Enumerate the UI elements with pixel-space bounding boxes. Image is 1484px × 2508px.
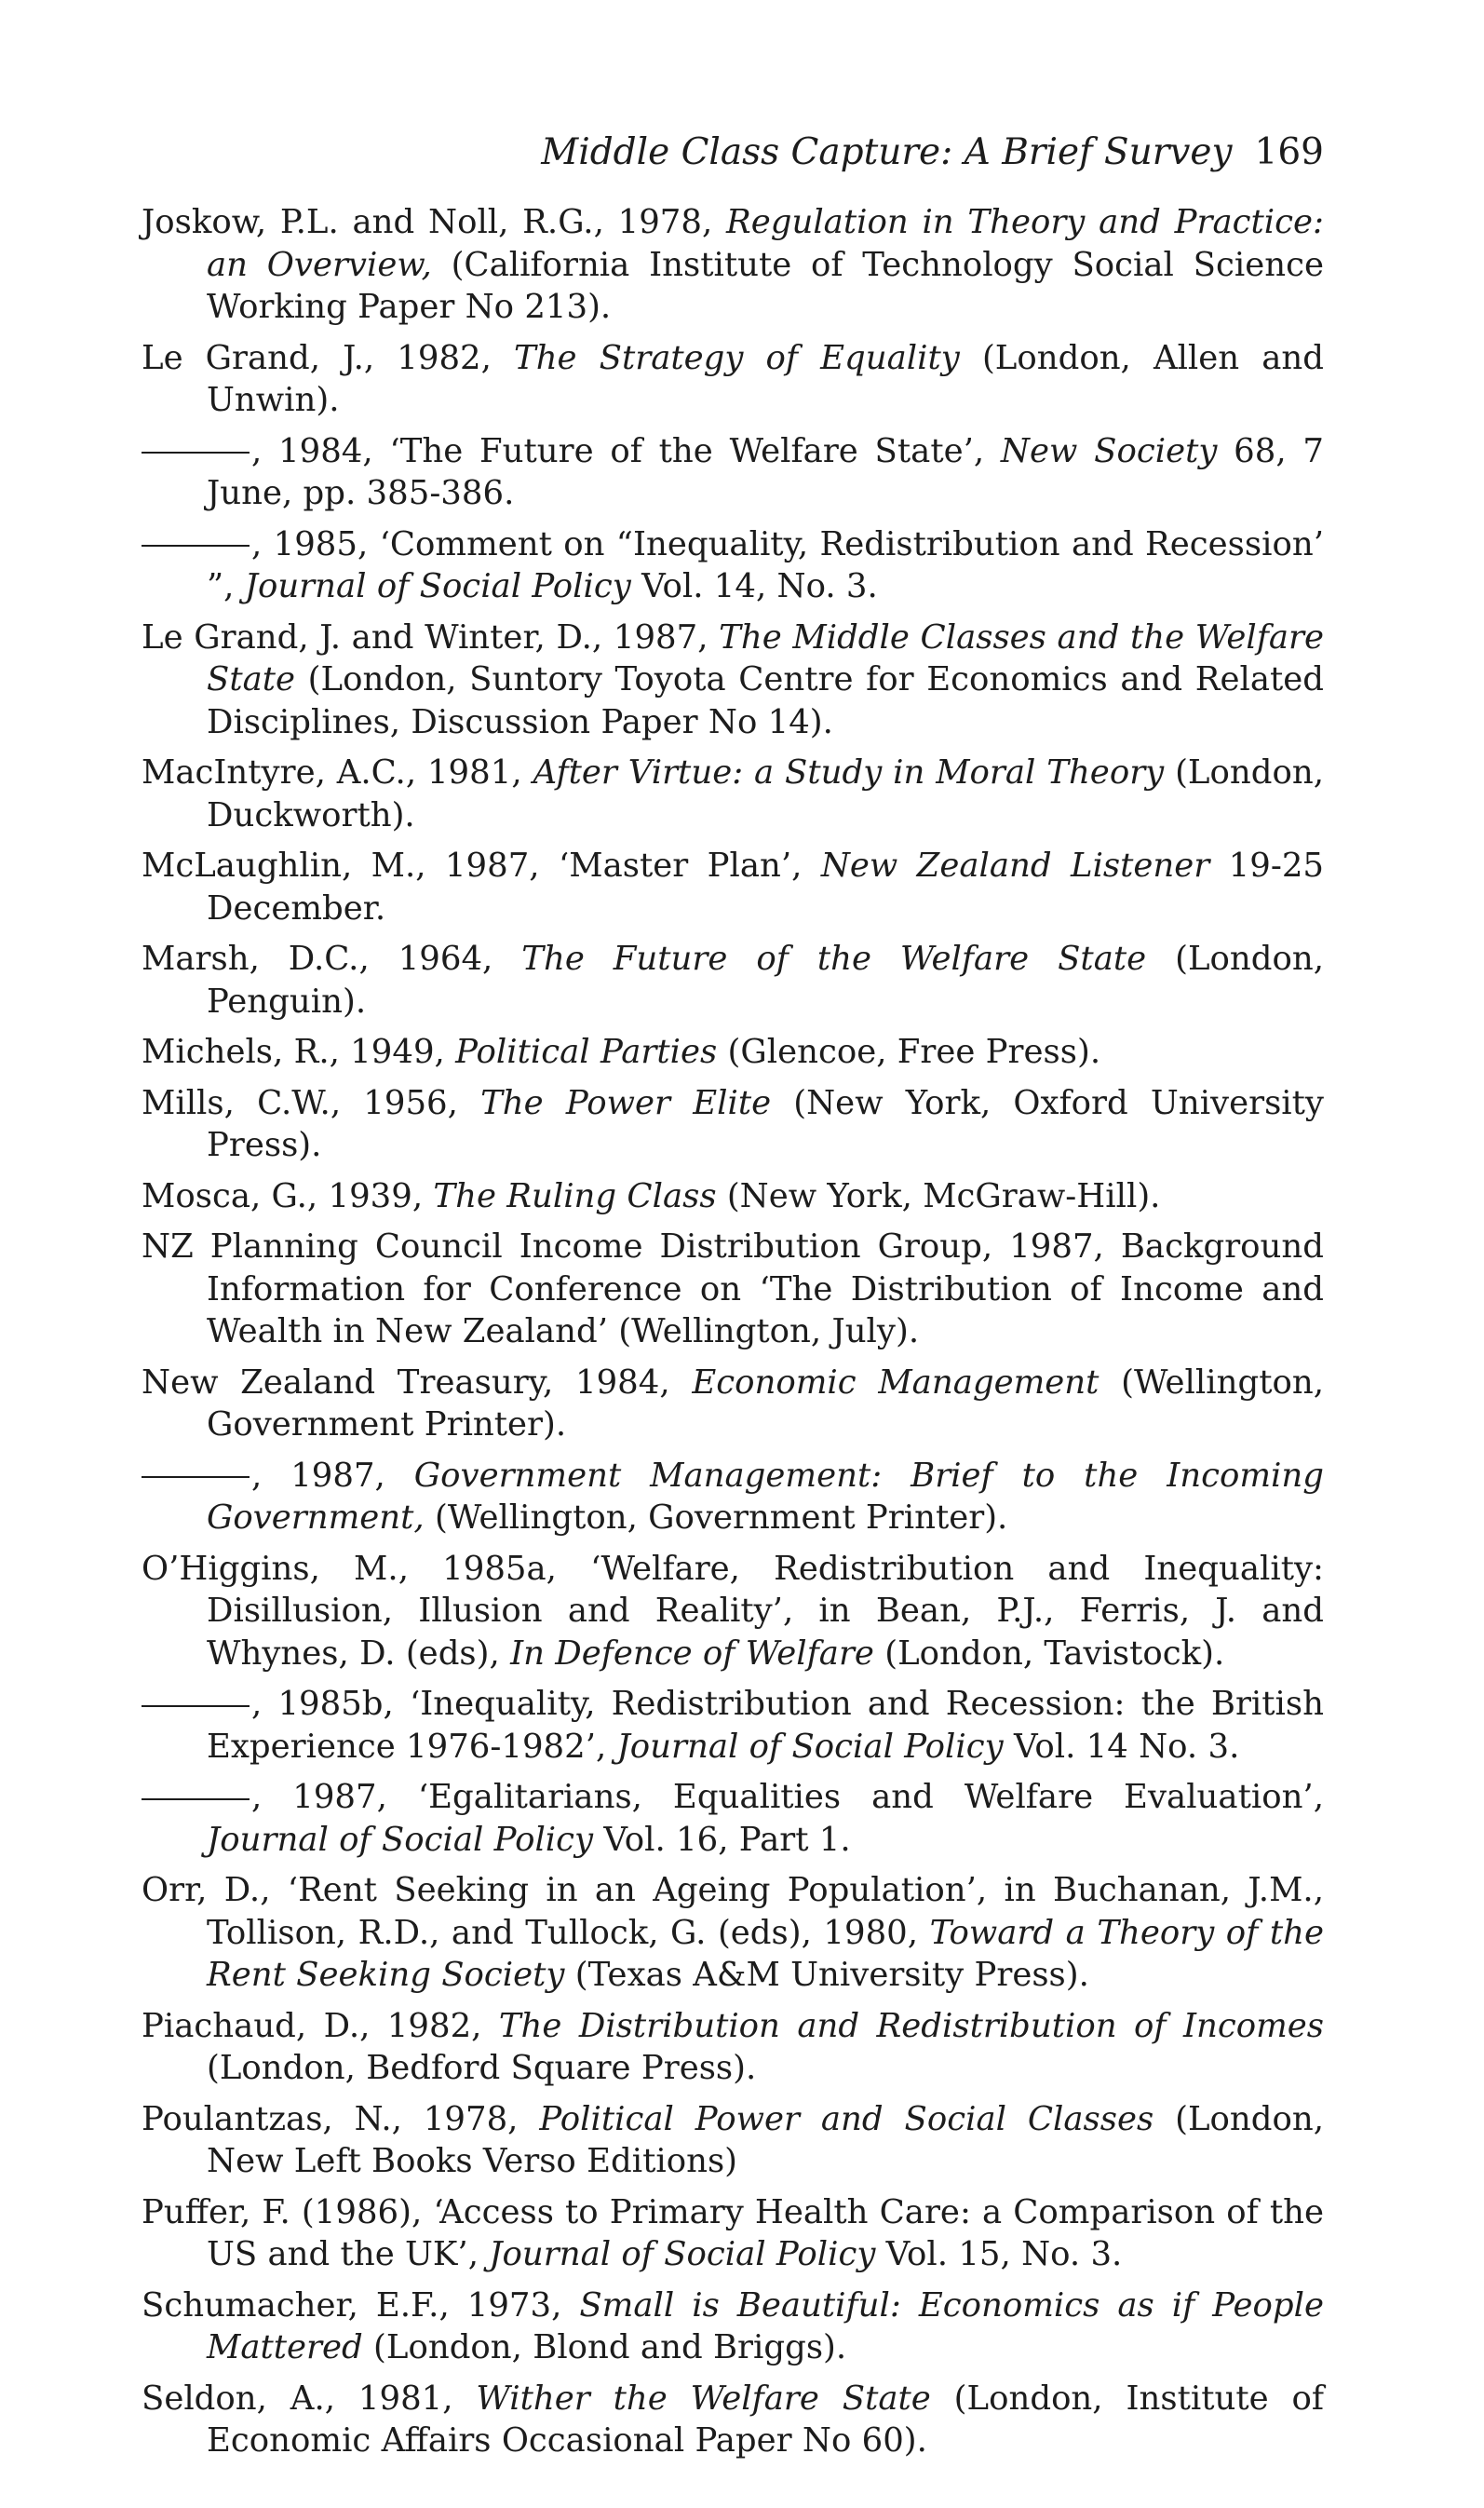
reference-text: (California Institute of Technology Social Science Working Paper No 213).	[207, 245, 1324, 326]
reference-entry	[142, 1683, 1324, 1768]
reference-text: (Glencoe, Free Press).	[717, 1033, 1101, 1071]
reference-title: Journal of Social Policy	[489, 2235, 876, 2273]
reference-text: Schumacher, E.F., 1973,	[142, 2285, 580, 2325]
reference-entry	[142, 1031, 1324, 1074]
reference-text: Marsh, D.C., 1964,	[142, 940, 522, 978]
reference-text: (Wellington, Government Printer).	[207, 1362, 1324, 1444]
reference-entry	[142, 430, 1324, 515]
reference-text: (New York, McGraw-Hill).	[716, 1176, 1161, 1215]
reference-title: Journal of Social Policy	[244, 567, 631, 605]
reference-text: Mills, C.W., 1956,	[142, 1083, 481, 1122]
reference-text: (London, Institute of Economic Affairs Occasional Paper No 60).	[207, 2379, 1324, 2460]
reference-entry	[142, 845, 1324, 929]
reference-text: , 1987, ‘Egalitarians, Equalities and Welfare Evaluation’,	[251, 1778, 1324, 1816]
reference-entry	[142, 2005, 1324, 2090]
reference-entry	[142, 752, 1324, 836]
reference-title: New Zealand Listener	[820, 847, 1210, 885]
reference-text: Le Grand, J. and Winter, D., 1987,	[142, 617, 720, 657]
reference-entry	[142, 1548, 1324, 1675]
reference-entry	[142, 1226, 1324, 1353]
reference-text: , 1984, ‘The Future of the Welfare State’,	[251, 431, 1001, 470]
reference-entry	[142, 1082, 1324, 1167]
reference-text: Piachaud, D., 1982,	[142, 2006, 499, 2045]
reference-text: (London, New Left Books Verso Editions)	[207, 2099, 1324, 2180]
reference-title: The Middle Classes and the Welfare State	[207, 617, 1324, 698]
reference-title: The Future of the Welfare State	[521, 940, 1147, 978]
reference-text: Mosca, G., 1939,	[142, 1176, 434, 1215]
reference-entry	[142, 337, 1324, 422]
reference-text: , 1985, ‘Comment on “Inequality, Redistribution and Recession’ ”,	[207, 524, 1324, 605]
reference-text: , 1985b, ‘Inequality, Redistribution and Recession: the British Experience 1976-1982’,	[207, 1685, 1324, 1766]
reference-title: Political Parties	[455, 1033, 718, 1071]
reference-title: The Ruling Class	[433, 1176, 717, 1215]
reference-text: Poulantzas, N., 1978,	[142, 2099, 540, 2138]
reference-text: Seldon, A., 1981,	[142, 2379, 477, 2418]
reference-entry	[142, 2284, 1324, 2369]
reference-text: (London, Blond and Briggs).	[362, 2328, 847, 2366]
reference-entry	[142, 938, 1324, 1023]
running-head-title: Middle Class Capture: A Brief Survey	[541, 131, 1233, 173]
reference-text: (London, Penguin).	[207, 940, 1324, 1021]
reference-text: McLaughlin, M., 1987, ‘Master Plan’,	[142, 847, 821, 885]
reference-title: After Virtue: a Study in Moral Theory	[533, 753, 1165, 792]
reference-title: Wither the Welfare State	[476, 2379, 931, 2418]
running-head	[541, 130, 1324, 175]
reference-title: Economic Management	[692, 1362, 1100, 1402]
reference-title: The Power Elite	[480, 1083, 772, 1122]
reference-title: Journal of Social Policy	[207, 1820, 594, 1859]
reference-title: Political Power and Social Classes	[539, 2099, 1154, 2138]
reference-title: New Society	[1000, 431, 1218, 470]
reference-text: Puffer, F. (1986), ‘Access to Primary Health Care: a Comparison of the US and the UK’,	[142, 2192, 1324, 2273]
reference-entry	[142, 1455, 1324, 1539]
reference-title: The Strategy of Equality	[514, 338, 960, 377]
reference-entry	[142, 201, 1324, 329]
reference-text: New Zealand Treasury, 1984,	[142, 1362, 693, 1402]
reference-title: In Defence of Welfare	[510, 1634, 874, 1673]
reference-entry	[142, 1362, 1324, 1446]
repeat-author-dash	[142, 545, 250, 547]
reference-text: (London, Allen and Unwin).	[207, 338, 1325, 419]
reference-text: Joskow, P.L. and Noll, R.G., 1978,	[142, 203, 726, 241]
reference-text: NZ Planning Council Income Distribution Group, 1987, Background Information for Conference on ‘The Distribution of Income and Wealth in New Zealand’ (Wellington, July).	[142, 1227, 1324, 1350]
reference-text: Vol. 14, No. 3.	[630, 567, 878, 605]
reference-entry	[142, 2378, 1324, 2462]
reference-title: Toward a Theory of the Rent Seeking Society	[207, 1913, 1324, 1994]
reference-text: (London, Duckworth).	[207, 753, 1324, 834]
reference-entry	[142, 617, 1324, 744]
reference-text: (London, Bedford Square Press).	[207, 2049, 757, 2087]
reference-text: (London, Suntory Toyota Centre for Economics and Related Disciplines, Discussion Paper No 14).	[207, 660, 1324, 741]
reference-text: Vol. 16, Part 1.	[593, 1820, 851, 1859]
repeat-author-dash	[142, 1705, 250, 1707]
reference-entry	[142, 2191, 1324, 2276]
reference-title: Regulation in Theory and Practice: an Overview,	[207, 203, 1324, 284]
reference-entry	[142, 523, 1324, 608]
reference-text: MacIntyre, A.C., 1981,	[142, 753, 533, 792]
reference-text: 68, 7 June, pp. 385-386.	[207, 431, 1324, 512]
reference-text: Le Grand, J., 1982,	[142, 338, 515, 377]
reference-text: , 1987,	[251, 1456, 414, 1495]
reference-entry	[142, 1776, 1324, 1861]
page-number: 169	[1254, 131, 1324, 173]
repeat-author-dash	[142, 1798, 250, 1800]
reference-title: Small is Beautiful: Economics as if People Mattered	[207, 2285, 1324, 2366]
repeat-author-dash	[142, 1476, 250, 1478]
reference-text: O’Higgins, M., 1985a, ‘Welfare, Redistribution and Inequality: Disillusion, Illusion and Reality’, in Bean, P.J., Ferris, J. and Whynes, D. (eds),	[142, 1549, 1324, 1673]
reference-text: (New York, Oxford University Press).	[207, 1083, 1324, 1164]
reference-entry	[142, 1175, 1324, 1218]
reference-text: (Wellington, Government Printer).	[424, 1498, 1008, 1537]
reference-entry	[142, 1869, 1324, 1997]
reference-text: Orr, D., ‘Rent Seeking in an Ageing Population’, in Buchanan, J.M., Tollison, R.D., and Tullock, G. (eds), 1980,	[142, 1871, 1324, 1952]
reference-text: Michels, R., 1949,	[142, 1033, 456, 1071]
reference-text: Vol. 14 No. 3.	[1003, 1727, 1240, 1766]
reference-entry	[142, 2098, 1324, 2183]
reference-title: Government Management: Brief to the Incoming Government,	[207, 1456, 1324, 1537]
repeat-author-dash	[142, 452, 250, 454]
reference-title: Journal of Social Policy	[616, 1727, 1004, 1766]
reference-text: 19-25 December.	[207, 847, 1324, 928]
reference-text: (London, Tavistock).	[873, 1634, 1225, 1673]
reference-text: (Texas A&M University Press).	[564, 1956, 1089, 1994]
reference-list	[142, 201, 1324, 2471]
reference-title: The Distribution and Redistribution of Incomes	[498, 2006, 1325, 2045]
reference-text: Vol. 15, No. 3.	[875, 2235, 1123, 2273]
